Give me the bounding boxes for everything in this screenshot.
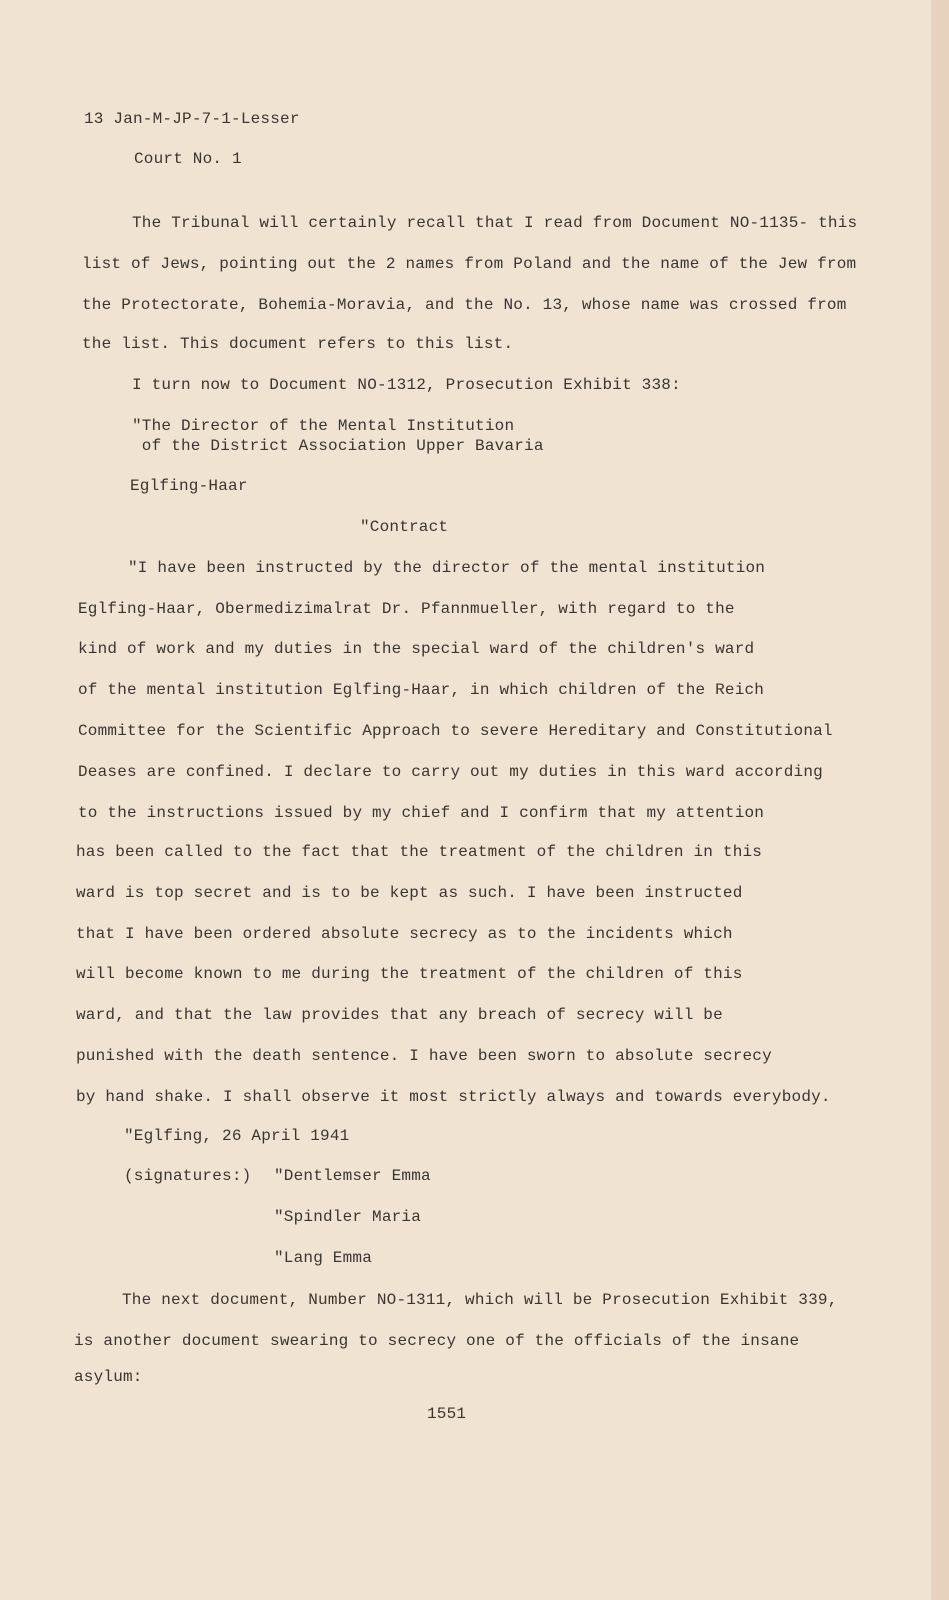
closing-line-1: The next document, Number NO-1311, which will be Prosecution Exhibit 339,	[122, 1291, 838, 1309]
signature-1: "Dentlemser Emma	[274, 1167, 431, 1185]
signature-2: "Spindler Maria	[274, 1208, 422, 1226]
contract-line-7: to the instructions issued by my chief and I confirm that my attention	[78, 804, 765, 822]
contract-line-1: "I have been instructed by the director of the mental institution	[128, 559, 766, 577]
closing-line-2: is another document swearing to secrecy one of the officials of the insane	[74, 1332, 800, 1350]
contract-line-11: will become known to me during the treatment of the children of this	[76, 965, 743, 983]
contract-line-14: by hand shake. I shall observe it most strictly always and towards everybody.	[76, 1088, 831, 1106]
contract-line-5: Committee for the Scientific Approach to severe Hereditary and Constitutional	[78, 722, 833, 740]
intro-line-4: the list. This document refers to this list.	[82, 335, 514, 353]
date-line: "Eglfing, 26 April 1941	[124, 1127, 350, 1145]
session-code: 13 Jan-M-JP-7-1-Lesser	[84, 110, 300, 128]
intro-line-1: The Tribunal will certainly recall that I read from Document NO-1135- this	[132, 214, 858, 232]
contract-line-3: kind of work and my duties in the special ward of the children's ward	[78, 640, 755, 658]
page-number: 1551	[427, 1405, 467, 1423]
contract-title: "Contract	[360, 518, 449, 536]
signature-3: "Lang Emma	[274, 1249, 373, 1267]
contract-line-8: has been called to the fact that the treatment of the children in this	[76, 843, 763, 861]
signatures-label: (signatures:)	[124, 1167, 252, 1185]
closing-line-3: asylum:	[74, 1368, 143, 1386]
contract-line-9: ward is top secret and is to be kept as such. I have been instructed	[76, 884, 743, 902]
director-line-2: of the District Association Upper Bavaria	[132, 437, 544, 455]
contract-line-12: ward, and that the law provides that any breach of secrecy will be	[76, 1006, 723, 1024]
contract-line-4: of the mental institution Eglfing-Haar, in which children of the Reich	[78, 681, 765, 699]
intro-line-2: list of Jews, pointing out the 2 names from Poland and the name of the Jew from	[82, 255, 857, 273]
contract-line-6: Deases are confined. I declare to carry out my duties in this ward according	[78, 763, 823, 781]
contract-line-2: Eglfing-Haar, Obermedizimalrat Dr. Pfannmueller, with regard to the	[78, 600, 735, 618]
place-line: Eglfing-Haar	[130, 477, 248, 495]
contract-line-13: punished with the death sentence. I have been sworn to absolute secrecy	[76, 1047, 772, 1065]
intro-line-3: the Protectorate, Bohemia-Moravia, and the No. 13, whose name was crossed from	[82, 296, 847, 314]
director-line-1: "The Director of the Mental Institution	[132, 417, 515, 435]
turn-line: I turn now to Document NO-1312, Prosecution Exhibit 338:	[132, 376, 681, 394]
contract-line-10: that I have been ordered absolute secrecy as to the incidents which	[76, 925, 733, 943]
court-number: Court No. 1	[134, 150, 242, 168]
page-edge	[931, 0, 949, 1600]
